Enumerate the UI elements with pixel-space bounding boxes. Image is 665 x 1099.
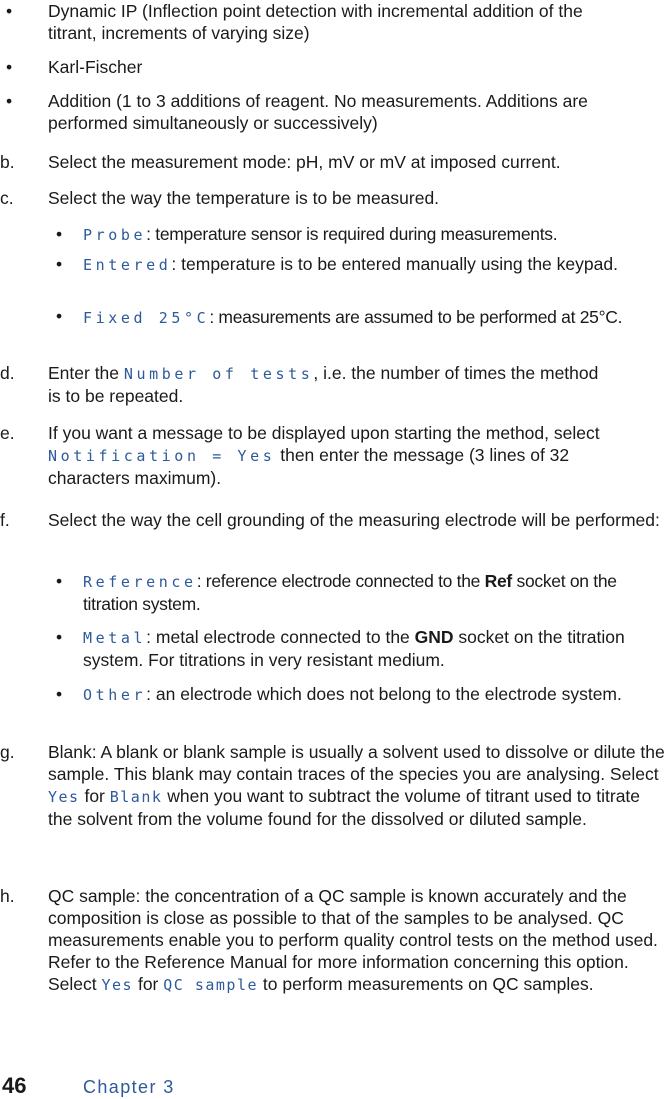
paragraph-text: QC sample: the concentration of a QC sample is known accurately and the composition is close as possible to that of the samples to be analysed. QC measurements enable you to perform quality control tests on the method used. Refer to the Reference Manual for more information concerning this option. Select Yes for QC sample to perform measurements on QC samples. bbox=[48, 886, 658, 994]
paragraph-text: If you want a message to be displayed upon starting the method, select Notification = Yes then enter the message (3 lines of 32 characters maximum). bbox=[48, 423, 600, 488]
sub-item-text: Fixed 25°C: measurements are assumed to be performed at 25°C. bbox=[83, 307, 623, 327]
code-term: Other bbox=[83, 686, 147, 704]
step-marker: b. bbox=[0, 152, 15, 172]
bullet: • bbox=[56, 224, 63, 244]
code-term: Fixed 25°C bbox=[83, 309, 210, 327]
code-term: Blank bbox=[109, 788, 163, 806]
step-marker: e. bbox=[0, 423, 15, 443]
paragraph-text: Select the way the temperature is to be measured. bbox=[48, 188, 440, 208]
chapter-label: Chapter 3 bbox=[83, 1077, 175, 1097]
step-marker: f. bbox=[0, 510, 10, 530]
step-marker: g. bbox=[0, 742, 15, 762]
bullet: • bbox=[6, 57, 13, 77]
bullet: • bbox=[56, 306, 63, 326]
step-marker: c. bbox=[0, 188, 14, 208]
paragraph-text: Karl-Fischer bbox=[48, 57, 143, 77]
paragraph-text: Select the way the cell grounding of the measuring electrode will be performed: bbox=[48, 510, 660, 530]
step-marker: d. bbox=[0, 363, 15, 383]
code-term: Reference bbox=[83, 573, 197, 591]
paragraph-text: Enter the Number of tests, i.e. the number of times the method is to be repeated. bbox=[48, 363, 599, 406]
sub-item-text: Probe: temperature sensor is required during measurements. bbox=[83, 224, 558, 244]
code-term: Metal bbox=[83, 629, 147, 647]
sub-item-text: Other: an electrode which does not belong to the electrode system. bbox=[83, 684, 622, 704]
code-term: Entered bbox=[83, 256, 172, 274]
sub-item-text: Metal: metal electrode connected to the GND socket on the titration system. For titrations in very resistant medium. bbox=[83, 627, 625, 670]
code-term: Notification = Yes bbox=[48, 447, 276, 465]
code-term: Yes bbox=[101, 976, 134, 994]
code-term: Number of tests bbox=[123, 365, 314, 383]
code-term: Yes bbox=[48, 788, 80, 806]
code-term: Probe bbox=[83, 226, 147, 244]
code-term: QC sample bbox=[163, 976, 259, 994]
paragraph-text: Dynamic IP (Inflection point detection with incremental addition of the titrant, increments of varying size) bbox=[48, 1, 583, 43]
bullet: • bbox=[56, 684, 63, 704]
bullet: • bbox=[6, 91, 13, 111]
bullet: • bbox=[6, 1, 13, 21]
sub-item-text: Entered: temperature is to be entered manually using the keypad. bbox=[83, 254, 618, 274]
bullet: • bbox=[56, 571, 63, 591]
step-marker: h. bbox=[0, 886, 15, 906]
paragraph-text: Addition (1 to 3 additions of reagent. No measurements. Additions are performed simultaneously or successively) bbox=[48, 91, 588, 133]
page-number: 46 bbox=[2, 1073, 27, 1098]
bullet: • bbox=[56, 254, 63, 274]
sub-item-text: Reference: reference electrode connected to the Ref socket on the titration system. bbox=[83, 571, 617, 614]
paragraph-text: Blank: A blank or blank sample is usually a solvent used to dissolve or dilute the sample. This blank may contain traces of the species you are analysing. Select Yes for Blank when you want to subtract the volume of titrant used to titrate the solvent from the volume found for the dissolved or diluted sample. bbox=[48, 742, 665, 829]
bullet: • bbox=[56, 627, 63, 647]
paragraph-text: Select the measurement mode: pH, mV or mV at imposed current. bbox=[48, 152, 561, 172]
